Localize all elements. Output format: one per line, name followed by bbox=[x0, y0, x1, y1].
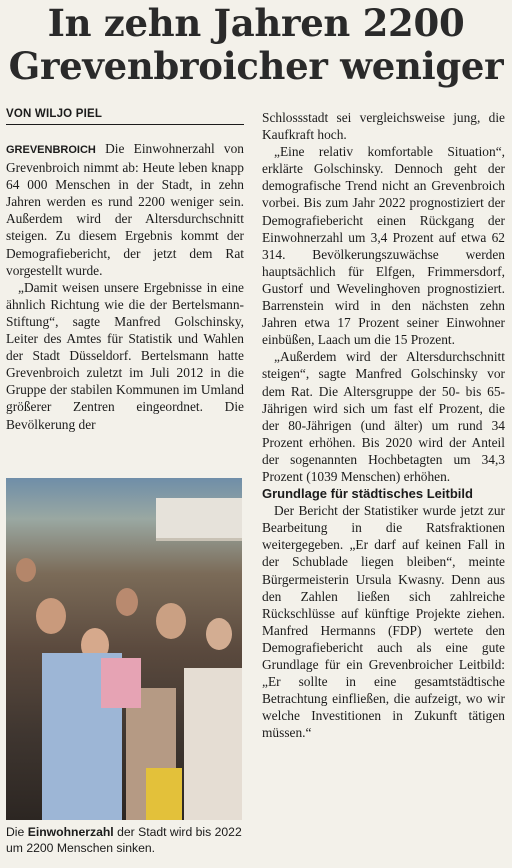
paragraph-3: Schlossstadt sei vergleichsweise jung, die Kaufkraft hoch. bbox=[262, 110, 505, 143]
article-column-right bbox=[262, 109, 505, 741]
caption-bold: Einwohnerzahl bbox=[27, 825, 114, 839]
article-column-left bbox=[6, 140, 244, 433]
paragraph-6: Der Bericht der Statistiker wurde jetzt zur Bearbeitung in die Ratsfraktionen weitergegeben. „Er darf auf keinen Fall in der Schublade liegen bleiben“, meinte Bürgermeisterin Ursula Kwasny. Denn aus den Zahlen ließen sich zahlreiche Rückschlüsse auf künftige Projekte ziehen. Manfred Hermanns (FDP) wertete den Demografiebericht auch als eine gute Grundlage für ein Grevenbroicher Leitbild: „Er sollte in eine gesamtstädtische Betrachtung einfließen, die aufzeigt, wo wir welche Investitionen in Zukunft tätigen müssen.“ bbox=[262, 503, 505, 741]
paragraph-4: „Eine relativ komfortable Situation“, erklärte Golschinsky. Dennoch geht der demografische Trend nicht an Grevenbroich vorbei. Bis zum Jahr 2022 prognostiziert der Demografiebericht einen Rückgang der Einwohnerzahl um 3,4 Prozent auf etwa 62 314. Bevölkerungszuwächse werden hauptsächlich für Elfgen, Frimmersdorf, Gustorf und Wevelinghoven prognostiziert. Barrenstein wird in den nächsten zehn Jahren etwa 17 Prozent seiner Einwohner einbüßen, Laach um die 15 Prozent. bbox=[262, 144, 505, 348]
headline bbox=[0, 2, 512, 88]
paragraph-2: „Damit weisen unsere Ergebnisse in eine ähnlich Richtung wie die der Bertelsmann-Stiftung“, sagte Manfred Golschinsky, Leiter des Amtes für Statistik und Wahlen der Stadt Düsseldorf. Bertelsmann hatte Grevenbroich zuletzt im Juli 2012 in die Gruppe der stabilen Kommunen im Umland größerer Zentren eingeordnet. Die Bevölkerung der bbox=[6, 279, 244, 432]
market-awning bbox=[156, 498, 242, 541]
crowd-photo bbox=[6, 478, 242, 820]
subheading: Grundlage für städtisches Leitbild bbox=[262, 486, 473, 502]
headline-line-2: Grevenbroicher weniger bbox=[8, 44, 504, 88]
paragraph-1 bbox=[6, 140, 244, 279]
paragraph-1-text: Die Einwohnerzahl von Grevenbroich nimmt ab: Heute leben knapp 64 000 Menschen in der Stadt, in zehn Jahren werden es rund 2200 weniger sein. Außerdem wird der Altersdurchschnitt steigen. Zu diesem Ergebnis kommt der Demografiebericht, der jetzt dem Rat vorgestellt wurde. bbox=[6, 141, 244, 278]
caption-post: der Stadt wird bis 2022 um 2200 Menschen sinken. bbox=[6, 825, 242, 855]
photo-caption bbox=[6, 824, 244, 856]
caption-pre: Die bbox=[6, 825, 28, 839]
dateline-location: GREVENBROICH bbox=[6, 144, 96, 156]
headline-line-1: In zehn Jahren 2200 bbox=[47, 1, 465, 45]
paragraph-5: „Außerdem wird der Altersdurchschnitt steigen“, sagte Manfred Golschinsky vor dem Rat. Die Altersgruppe der 50- bis 65-Jährigen wird sich um fast elf Prozent, die der 80-Jährigen (und älter) um rund 34 Prozent erhöhen. Bis 2020 wird der Anteil der sogenannten Hochbetagten um 34,3 Prozent (1039 Menschen) erhöhen. bbox=[262, 349, 505, 484]
byline: VON WILJO PIEL bbox=[6, 108, 244, 125]
